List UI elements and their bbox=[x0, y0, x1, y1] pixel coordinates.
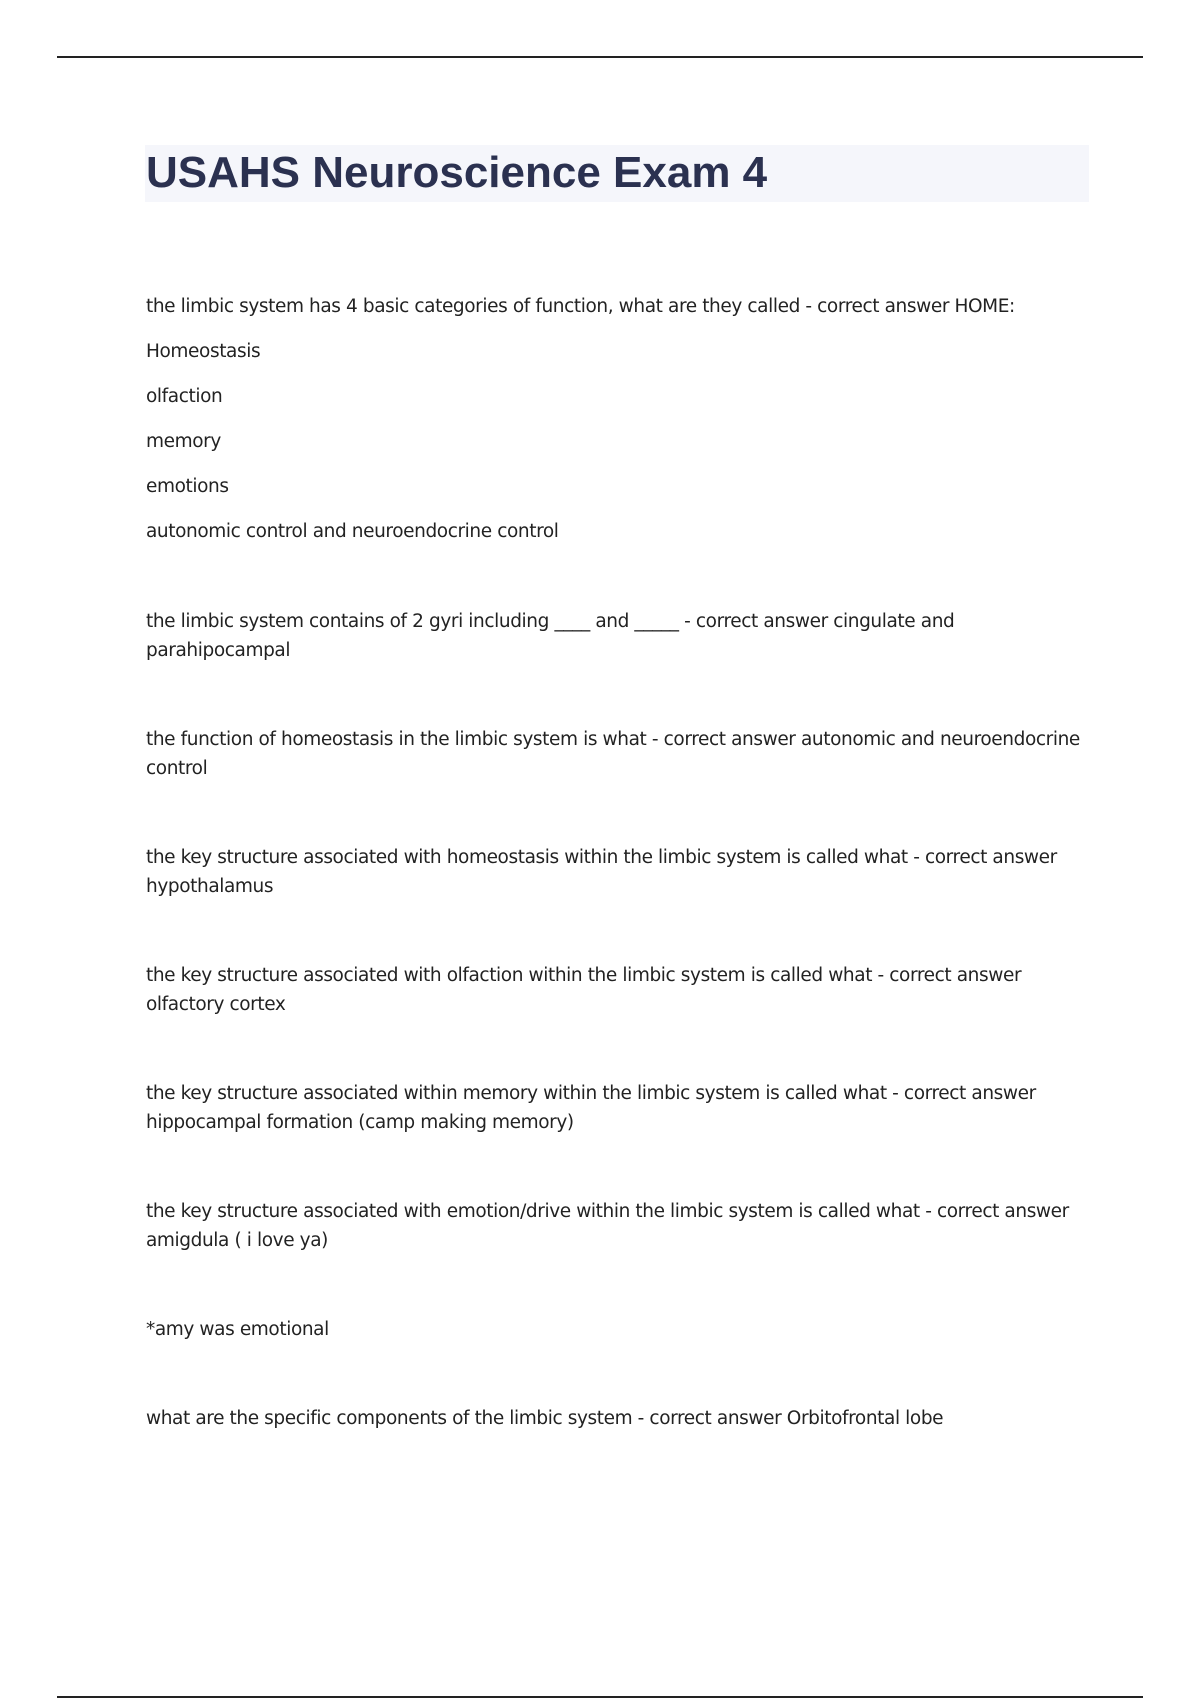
list-item-olfaction: olfaction bbox=[146, 386, 223, 407]
qa-entry-limbic-categories: the limbic system has 4 basic categories of function, what are they called - correct answer HOME: bbox=[146, 296, 1015, 317]
list-item-homeostasis: Homeostasis bbox=[146, 341, 261, 362]
qa-entry-olfaction-structure: the key structure associated with olfaction within the limbic system is called what - correct answer olfactory cortex bbox=[146, 965, 1022, 1015]
qa-entry-homeostasis-function: the function of homeostasis in the limbic system is what - correct answer autonomic and neuroendocrine control bbox=[146, 729, 1080, 779]
qa-entry-gyri: the limbic system contains of 2 gyri including ____ and _____ - correct answer cingulate and parahipocampal bbox=[146, 611, 955, 661]
list-item-memory: memory bbox=[146, 431, 221, 452]
footer-rule bbox=[57, 1696, 1143, 1698]
qa-entry-limbic-components: what are the specific components of the limbic system - correct answer Orbitofrontal lobe bbox=[146, 1408, 944, 1429]
document-body bbox=[146, 292, 1096, 1433]
list-item-autonomic-control: autonomic control and neuroendocrine control bbox=[146, 521, 559, 542]
header-rule bbox=[57, 56, 1143, 58]
note-mnemonic: *amy was emotional bbox=[146, 1319, 329, 1340]
qa-entry-emotion-structure: the key structure associated with emotion/drive within the limbic system is called what - correct answer amigdula ( i love ya) bbox=[146, 1201, 1069, 1251]
qa-entry-homeostasis-structure: the key structure associated with homeostasis within the limbic system is called what - correct answer hypothalamus bbox=[146, 847, 1057, 897]
list-item-emotions: emotions bbox=[146, 476, 229, 497]
document-title: USAHS Neuroscience Exam 4 bbox=[146, 148, 768, 197]
qa-entry-memory-structure: the key structure associated within memory within the limbic system is called what - correct answer hippocampal formation (camp making memory) bbox=[146, 1083, 1036, 1133]
